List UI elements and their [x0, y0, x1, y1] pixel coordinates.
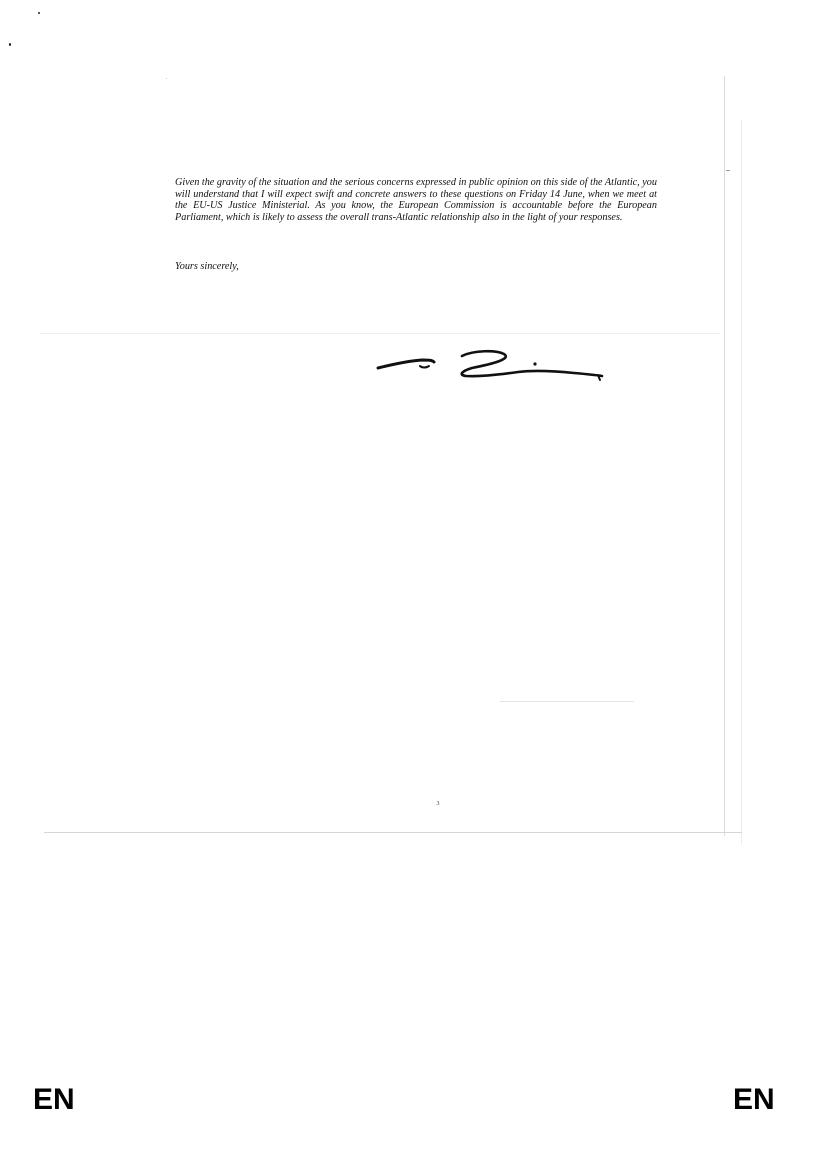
letter-closing: Yours sincerely, [175, 261, 239, 272]
handwritten-signature [374, 344, 606, 384]
page-edge-right-outer [741, 120, 742, 845]
letter-body-paragraph: Given the gravity of the situation and the serious concerns expressed in public opinion on this side of the Atlantic, you will understand that I will expect swift and concrete answers to these questions on Friday 14 June, when we meet at the EU-US Justice Ministerial. As you know, the European Commission is accountable before the European Parliament, which is likely to assess the overall trans-Atlantic relationship also in the light of your responses. [175, 177, 657, 223]
language-marker-left: EN [33, 1083, 75, 1116]
page-edge-bottom [44, 832, 742, 833]
scan-speck [9, 43, 11, 46]
scan-speck [38, 12, 40, 14]
scan-speck [166, 78, 167, 79]
margin-tick [726, 170, 730, 171]
page-number: 3 [436, 801, 440, 807]
language-marker-right: EN [733, 1083, 775, 1116]
scan-line [500, 701, 634, 702]
scan-line [40, 333, 720, 334]
page-edge-right [724, 76, 725, 836]
